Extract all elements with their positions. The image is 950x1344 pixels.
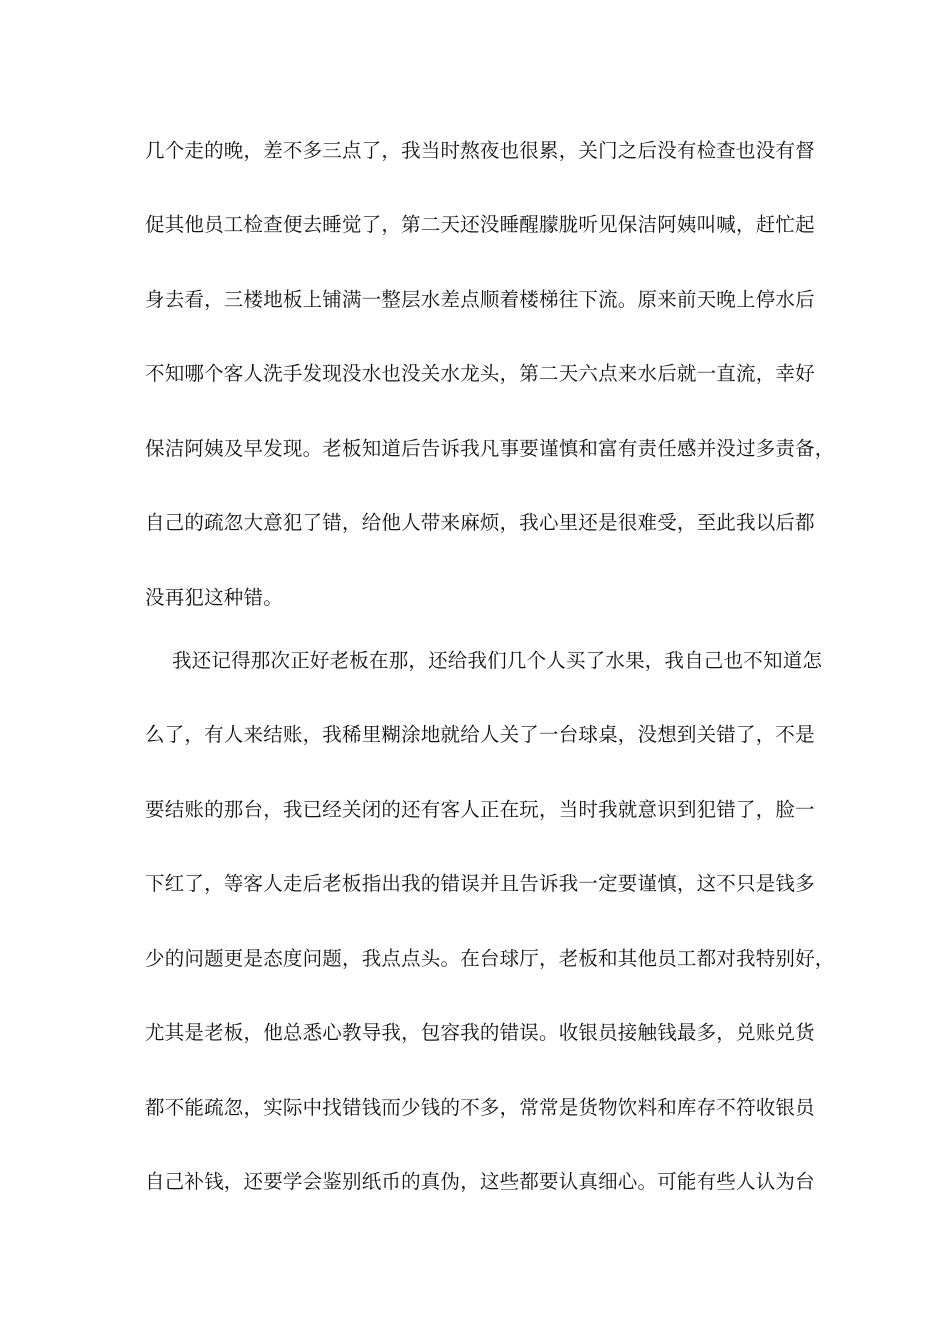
paragraph-line: 我还记得那次正好老板在那，还给我们几个人买了水果，我自己也不知道怎 [172, 649, 823, 672]
paragraph-line: 都不能疏忽，实际中找错钱而少钱的不多，常常是货物饮料和库存不符收银员 [145, 1096, 815, 1119]
paragraph-line: 自己的疏忽大意犯了错，给他人带来麻烦，我心里还是很难受，至此我以后都 [145, 511, 815, 534]
paragraph-line: 没再犯这种错。 [145, 586, 283, 609]
paragraph-line: 促其他员工检查便去睡觉了，第二天还没睡醒朦胧听见保洁阿姨叫喊，赶忙起 [145, 213, 815, 236]
paragraph-line: 要结账的那台，我已经关闭的还有客人正在玩，当时我就意识到犯错了，脸一 [145, 798, 815, 821]
paragraph-line: 少的问题更是态度问题，我点点头。在台球厅，老板和其他员工都对我特别好， [145, 947, 835, 970]
paragraph-line: 身去看，三楼地板上铺满一整层水差点顺着楼梯往下流。原来前天晚上停水后 [145, 288, 815, 311]
paragraph-line: 尤其是老板，他总悉心教导我，包容我的错误。收银员接触钱最多，兑账兑货 [145, 1021, 815, 1044]
paragraph-line: 几个走的晚，差不多三点了，我当时熬夜也很累，关门之后没有检查也没有督 [145, 139, 815, 162]
paragraph-line: 不知哪个客人洗手发现没水也没关水龙头，第二天六点来水后就一直流，幸好 [145, 362, 815, 385]
paragraph-line: 自己补钱，还要学会鉴别纸币的真伪，这些都要认真细心。可能有些人认为台 [145, 1170, 815, 1193]
paragraph-line: 下红了，等客人走后老板指出我的错误并且告诉我一定要谨慎，这不只是钱多 [145, 872, 815, 895]
paragraph-line: 么了，有人来结账，我稀里糊涂地就给人关了一台球桌，没想到关错了，不是 [145, 723, 815, 746]
paragraph-line: 保洁阿姨及早发现。老板知道后告诉我凡事要谨慎和富有责任感并没过多责备， [145, 437, 835, 460]
